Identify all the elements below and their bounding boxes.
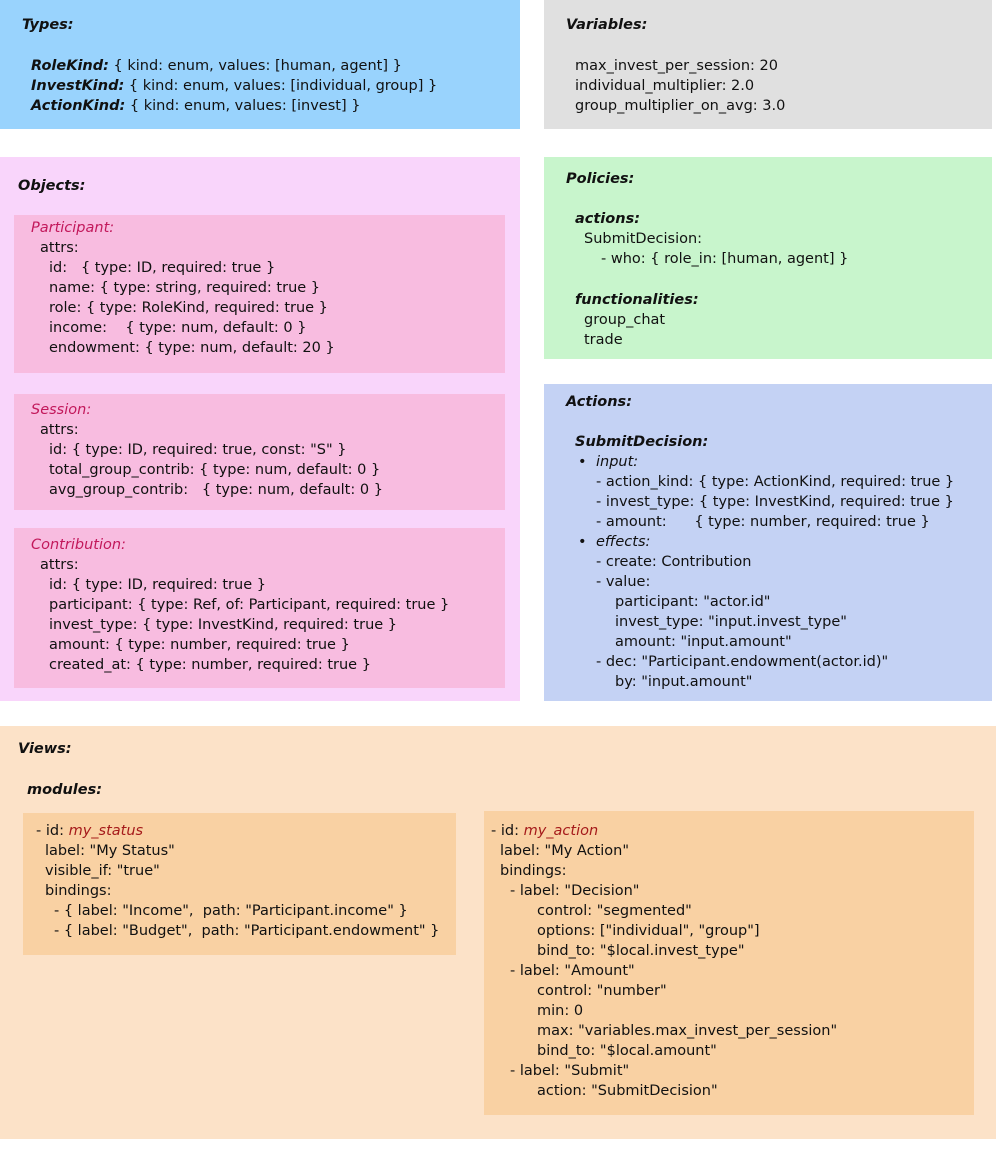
objects-panel [0,157,520,701]
effect-line: participant: "actor.id" [615,594,771,610]
module-my-status [23,813,456,955]
module-line: action: "SubmitDecision" [537,1083,718,1099]
attr-line: name: { type: string, required: true } [49,280,321,296]
module-line: - { label: "Budget", path: "Participant.endowment" } [54,923,440,939]
effect-line: invest_type: "input.invest_type" [615,614,847,630]
actions-effects-bullet: • [578,534,587,550]
effect-line: by: "input.amount" [615,674,753,690]
types-title: Types: [22,17,74,33]
effect-line: - dec: "Participant.endowment(actor.id)" [596,654,889,670]
module-line: min: 0 [537,1003,584,1019]
session-card [14,394,505,510]
functionality-item: trade [584,332,623,348]
variables-title: Variables: [566,17,648,33]
module-line: bind_to: "$local.amount" [537,1043,717,1059]
actions-input-bullet: • [578,454,587,470]
effect-line: - create: Contribution [596,554,752,570]
attr-line: participant: { type: Ref, of: Participant, required: true } [49,597,450,613]
effect-line: - value: [596,574,651,590]
actions-panel [544,384,992,701]
module-line: bind_to: "$local.invest_type" [537,943,745,959]
policies-panel [544,157,992,359]
types-panel [0,0,520,129]
module-line: control: "number" [537,983,667,999]
actions-effects-label: effects: [596,534,651,550]
types-line: ActionKind: { kind: enum, values: [invest] } [31,98,361,114]
attr-line: attrs: [40,240,79,256]
module-line: options: ["individual", "group"] [537,923,760,939]
module-line: label: "My Action" [500,843,630,859]
module-id-line: - id: my_status [36,823,144,839]
module-line: label: "My Status" [45,843,175,859]
module-line: max: "variables.max_invest_per_session" [537,1023,838,1039]
policies-actions-label: actions: [575,211,640,227]
contribution-card [14,528,505,688]
input-line: - invest_type: { type: InvestKind, required: true } [596,494,954,510]
attr-line: id: { type: ID, required: true } [49,260,276,276]
contribution-name: Contribution: [31,537,126,553]
attr-line: role: { type: RoleKind, required: true } [49,300,328,316]
attr-line: id: { type: ID, required: true, const: "S" } [49,442,347,458]
functionality-item: group_chat [584,312,666,328]
views-title: Views: [18,741,72,757]
variable-line: individual_multiplier: 2.0 [575,78,755,94]
effect-line: amount: "input.amount" [615,634,792,650]
module-line: - label: "Amount" [510,963,635,979]
objects-title: Objects: [18,178,86,194]
attr-line: id: { type: ID, required: true } [49,577,266,593]
policies-functionalities-label: functionalities: [575,292,699,308]
attr-line: income: { type: num, default: 0 } [49,320,307,336]
attr-line: amount: { type: number, required: true } [49,637,350,653]
participant-name: Participant: [31,220,115,236]
types-line: InvestKind: { kind: enum, values: [individual, group] } [31,78,438,94]
attr-line: invest_type: { type: InvestKind, required: true } [49,617,398,633]
attr-line: attrs: [40,422,79,438]
actions-title: Actions: [566,394,632,410]
policies-title: Policies: [566,171,635,187]
module-line: bindings: [500,863,567,879]
module-line: visible_if: "true" [45,863,160,879]
module-line: - label: "Decision" [510,883,640,899]
variable-line: group_multiplier_on_avg: 3.0 [575,98,786,114]
input-line: - amount: { type: number, required: true } [596,514,930,530]
policies-who: - who: { role_in: [human, agent] } [601,251,849,267]
module-line: bindings: [45,883,112,899]
module-my-action [484,811,974,1115]
session-name: Session: [31,402,92,418]
module-id-line: - id: my_action [491,823,599,839]
participant-card [14,215,505,373]
variables-panel [544,0,992,129]
input-line: - action_kind: { type: ActionKind, required: true } [596,474,955,490]
types-line: RoleKind: { kind: enum, values: [human, agent] } [31,58,402,74]
attr-line: avg_group_contrib: { type: num, default: 0 } [49,482,383,498]
attr-line: endowment: { type: num, default: 20 } [49,340,335,356]
attr-line: created_at: { type: number, required: true } [49,657,371,673]
views-panel [0,726,996,1139]
attr-line: total_group_contrib: { type: num, default: 0 } [49,462,381,478]
module-line: control: "segmented" [537,903,692,919]
variable-line: max_invest_per_session: 20 [575,58,779,74]
actions-submit: SubmitDecision: [575,434,709,450]
actions-input-label: input: [596,454,639,470]
views-modules-label: modules: [27,782,103,798]
attr-line: attrs: [40,557,79,573]
policies-submit: SubmitDecision: [584,231,703,247]
module-line: - { label: "Income", path: "Participant.income" } [54,903,408,919]
module-line: - label: "Submit" [510,1063,630,1079]
